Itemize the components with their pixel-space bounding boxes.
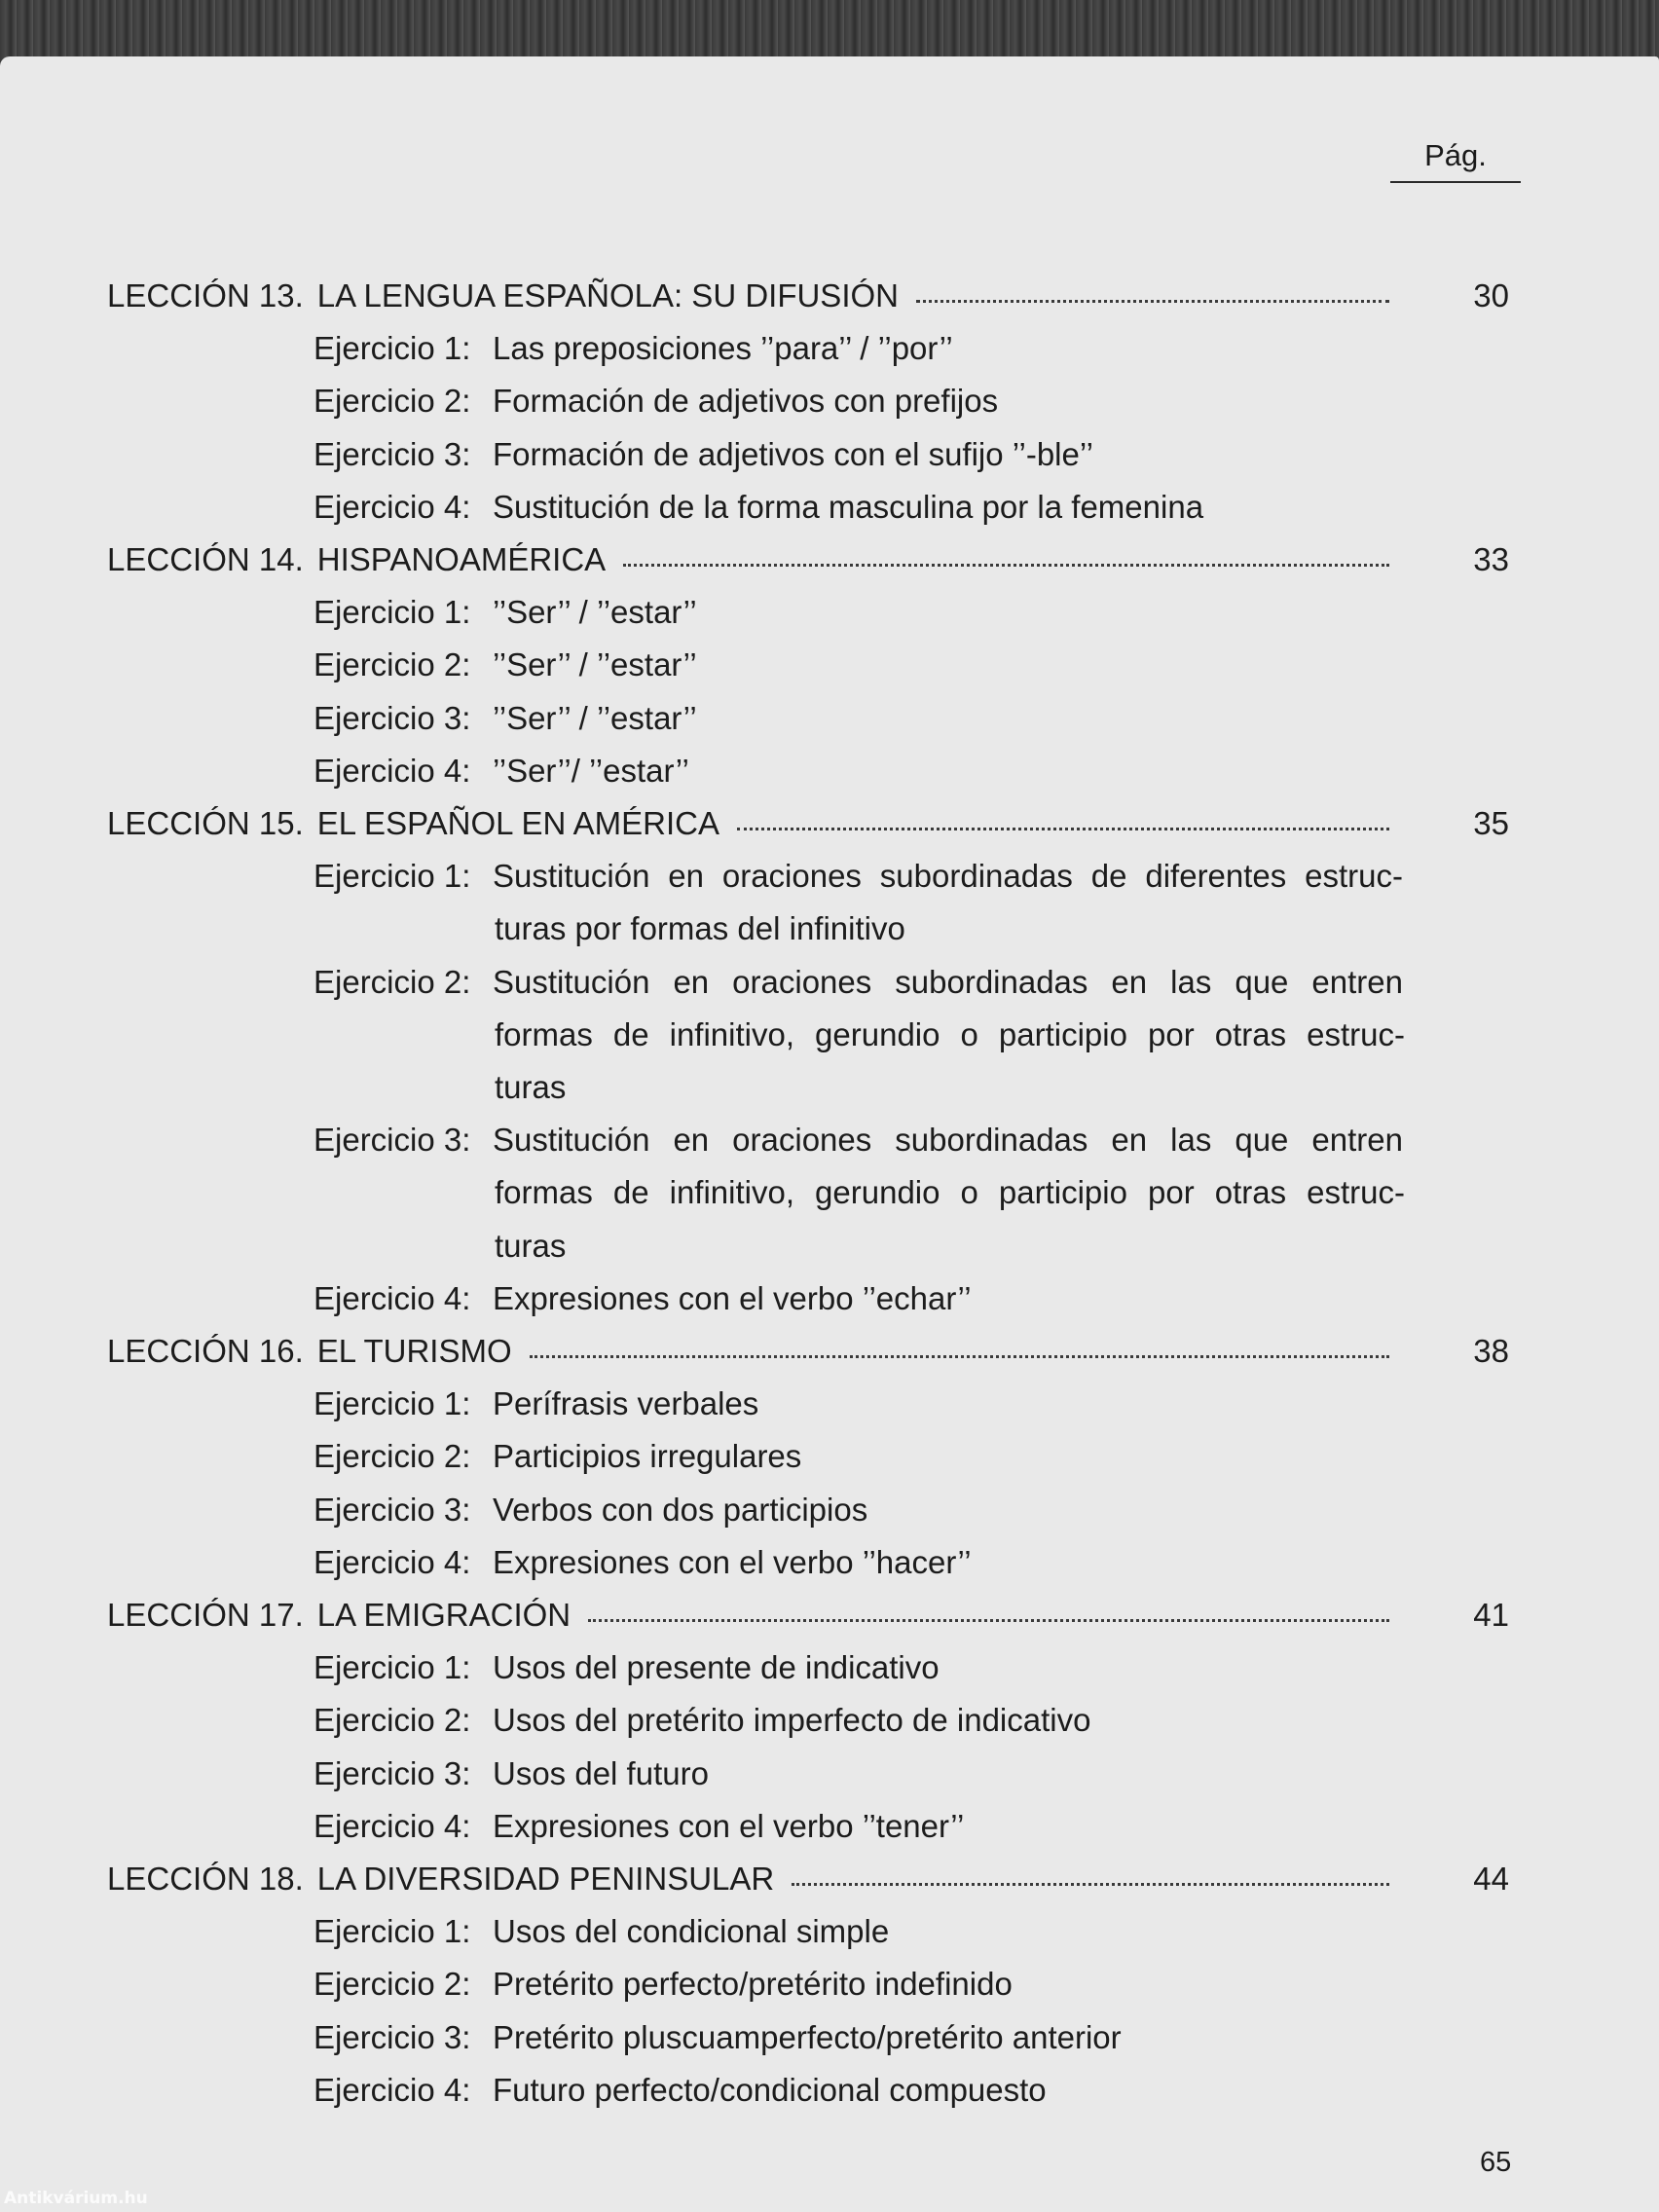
- lesson-page-ref: 41: [1473, 1597, 1509, 1633]
- lesson-number: LECCIÓN 15.: [107, 805, 304, 841]
- exercise-label: Ejercicio 3:: [313, 1491, 471, 1528]
- exercise-text: Las preposiciones ’’para’’ / ’’por’’: [493, 330, 953, 367]
- exercise-row: [313, 699, 1414, 738]
- exercise-label: Ejercicio 2:: [313, 1438, 471, 1475]
- exercise-text-continuation: formas de infinitivo, gerundio o participio por otras estruc-: [495, 1015, 1405, 1052]
- dot-leader: [588, 1613, 1389, 1622]
- exercise-label: Ejercicio 1:: [313, 1913, 471, 1950]
- exercise-row: [313, 593, 1414, 632]
- exercise-row: [313, 645, 1414, 684]
- exercise-label: Ejercicio 2:: [313, 646, 471, 683]
- lesson-title: LA EMIGRACIÓN: [316, 1597, 571, 1633]
- exercise-text: Verbos con dos participios: [493, 1491, 868, 1528]
- exercise-text: Formación de adjetivos con el sufijo ’’-ble’’: [493, 435, 1093, 472]
- lesson-row: [107, 540, 1407, 579]
- exercise-row: [313, 1543, 1414, 1582]
- exercise-label: Ejercicio 4:: [313, 1807, 471, 1844]
- dot-leader: [530, 1349, 1389, 1358]
- exercise-label: Ejercicio 3:: [313, 699, 471, 736]
- lesson-title: EL ESPAÑOL EN AMÉRICA: [316, 805, 719, 841]
- lesson-title: LA DIVERSIDAD PENINSULAR: [316, 1861, 775, 1897]
- exercise-text-continuation: turas: [495, 1227, 567, 1264]
- exercise-label: Ejercicio 1:: [313, 330, 471, 367]
- exercise-row: [313, 1121, 1414, 1160]
- lesson-page-ref: 30: [1473, 277, 1509, 313]
- exercise-label: Ejercicio 2:: [313, 963, 471, 1000]
- exercise-label: Ejercicio 3:: [313, 435, 471, 472]
- exercise-text-continuation: formas de infinitivo, gerundio o participio por otras estruc-: [495, 1174, 1405, 1211]
- exercise-row: [313, 857, 1414, 896]
- exercise-label: Ejercicio 1:: [313, 858, 471, 895]
- page-column-heading: Pág.: [1390, 138, 1521, 183]
- exercise-label: Ejercicio 3:: [313, 1754, 471, 1791]
- exercise-text: Formación de adjetivos con prefijos: [493, 383, 999, 420]
- lesson-number: LECCIÓN 13.: [107, 277, 304, 313]
- exercise-row: [313, 382, 1414, 421]
- exercise-text: ’’Ser’’ / ’’estar’’: [493, 699, 697, 736]
- exercise-label: Ejercicio 4:: [313, 1279, 471, 1316]
- watermark: Antikvárium.hu: [4, 2189, 148, 2208]
- lesson-number: LECCIÓN 16.: [107, 1333, 304, 1369]
- exercise-text-continuation: turas: [495, 1069, 567, 1105]
- exercise-row: [313, 1491, 1414, 1530]
- exercise-row: [313, 1701, 1414, 1740]
- exercise-label: Ejercicio 3:: [313, 2018, 471, 2055]
- exercise-label: Ejercicio 1:: [313, 1649, 471, 1686]
- exercise-text: Usos del condicional simple: [493, 1913, 890, 1950]
- exercise-row: [313, 1965, 1414, 2004]
- exercise-text: ’’Ser’’/ ’’estar’’: [493, 752, 689, 789]
- exercise-row: [313, 2071, 1414, 2110]
- lesson-row: [107, 1596, 1407, 1635]
- exercise-row: [313, 1912, 1414, 1951]
- lesson-page-ref: 38: [1473, 1333, 1509, 1369]
- lesson-page-ref: 35: [1473, 805, 1509, 841]
- exercise-label: Ejercicio 4:: [313, 488, 471, 525]
- dot-leader: [737, 822, 1389, 830]
- exercise-text: Usos del pretérito imperfecto de indicativo: [493, 1702, 1091, 1739]
- lesson-number: LECCIÓN 18.: [107, 1861, 304, 1897]
- exercise-text: Pretérito pluscuamperfecto/pretérito anterior: [493, 2018, 1122, 2055]
- lesson-row: [107, 804, 1407, 843]
- exercise-text: Perífrasis verbales: [493, 1385, 759, 1422]
- exercise-label: Ejercicio 4:: [313, 752, 471, 789]
- lesson-title: LA LENGUA ESPAÑOLA: SU DIFUSIÓN: [316, 277, 899, 313]
- exercise-label: Ejercicio 4:: [313, 2071, 471, 2108]
- exercise-row: [313, 963, 1414, 1002]
- exercise-row: [313, 1384, 1414, 1423]
- exercise-text: Sustitución de la forma masculina por la femenina: [493, 488, 1204, 525]
- exercise-text-continuation: turas por formas del infinitivo: [495, 910, 905, 947]
- lesson-row: [107, 1332, 1407, 1371]
- exercise-row: [313, 435, 1414, 474]
- exercise-text: Pretérito perfecto/pretérito indefinido: [493, 1966, 1013, 2003]
- exercise-row: [313, 2018, 1414, 2057]
- exercise-row: [313, 1754, 1414, 1793]
- exercise-label: Ejercicio 2:: [313, 383, 471, 420]
- lesson-title: HISPANOAMÉRICA: [316, 541, 607, 577]
- exercise-text: Usos del presente de indicativo: [493, 1649, 940, 1686]
- dot-leader: [916, 294, 1389, 303]
- lesson-row: [107, 1860, 1407, 1899]
- exercise-label: Ejercicio 2:: [313, 1966, 471, 2003]
- exercise-text: ’’Ser’’ / ’’estar’’: [493, 594, 697, 631]
- exercise-text: Expresiones con el verbo ’’tener’’: [493, 1807, 965, 1844]
- exercise-label: Ejercicio 1:: [313, 594, 471, 631]
- page-number: 65: [1480, 2147, 1512, 2178]
- lesson-page-ref: 33: [1473, 541, 1509, 577]
- exercise-row: [313, 488, 1414, 527]
- exercise-row: [313, 1279, 1414, 1318]
- dot-leader: [623, 558, 1389, 567]
- exercise-text: Participios irregulares: [493, 1438, 802, 1475]
- exercise-label: Ejercicio 3:: [313, 1122, 471, 1159]
- exercise-label: Ejercicio 1:: [313, 1385, 471, 1422]
- exercise-row: [313, 752, 1414, 791]
- exercise-text: Expresiones con el verbo ’’hacer’’: [493, 1543, 972, 1580]
- exercise-row: [313, 1807, 1414, 1846]
- lesson-row: [107, 276, 1407, 315]
- exercise-text: Sustitución en oraciones subordinadas en las que entren: [493, 963, 1403, 1000]
- exercise-label: Ejercicio 4:: [313, 1543, 471, 1580]
- exercise-text: Usos del futuro: [493, 1754, 709, 1791]
- exercise-row: [313, 329, 1414, 368]
- exercise-row: [313, 1437, 1414, 1476]
- exercise-label: Ejercicio 2:: [313, 1702, 471, 1739]
- exercise-text: Expresiones con el verbo ’’echar’’: [493, 1279, 972, 1316]
- lesson-number: LECCIÓN 17.: [107, 1597, 304, 1633]
- lesson-title: EL TURISMO: [316, 1333, 512, 1369]
- exercise-text: ’’Ser’’ / ’’estar’’: [493, 646, 697, 683]
- lesson-number: LECCIÓN 14.: [107, 541, 304, 577]
- dot-leader: [792, 1877, 1389, 1886]
- exercise-text: Sustitución en oraciones subordinadas de diferentes estruc-: [493, 858, 1403, 895]
- lesson-page-ref: 44: [1473, 1861, 1509, 1897]
- exercise-text: Futuro perfecto/condicional compuesto: [493, 2071, 1047, 2108]
- exercise-text: Sustitución en oraciones subordinadas en las que entren: [493, 1122, 1403, 1159]
- exercise-row: [313, 1648, 1414, 1687]
